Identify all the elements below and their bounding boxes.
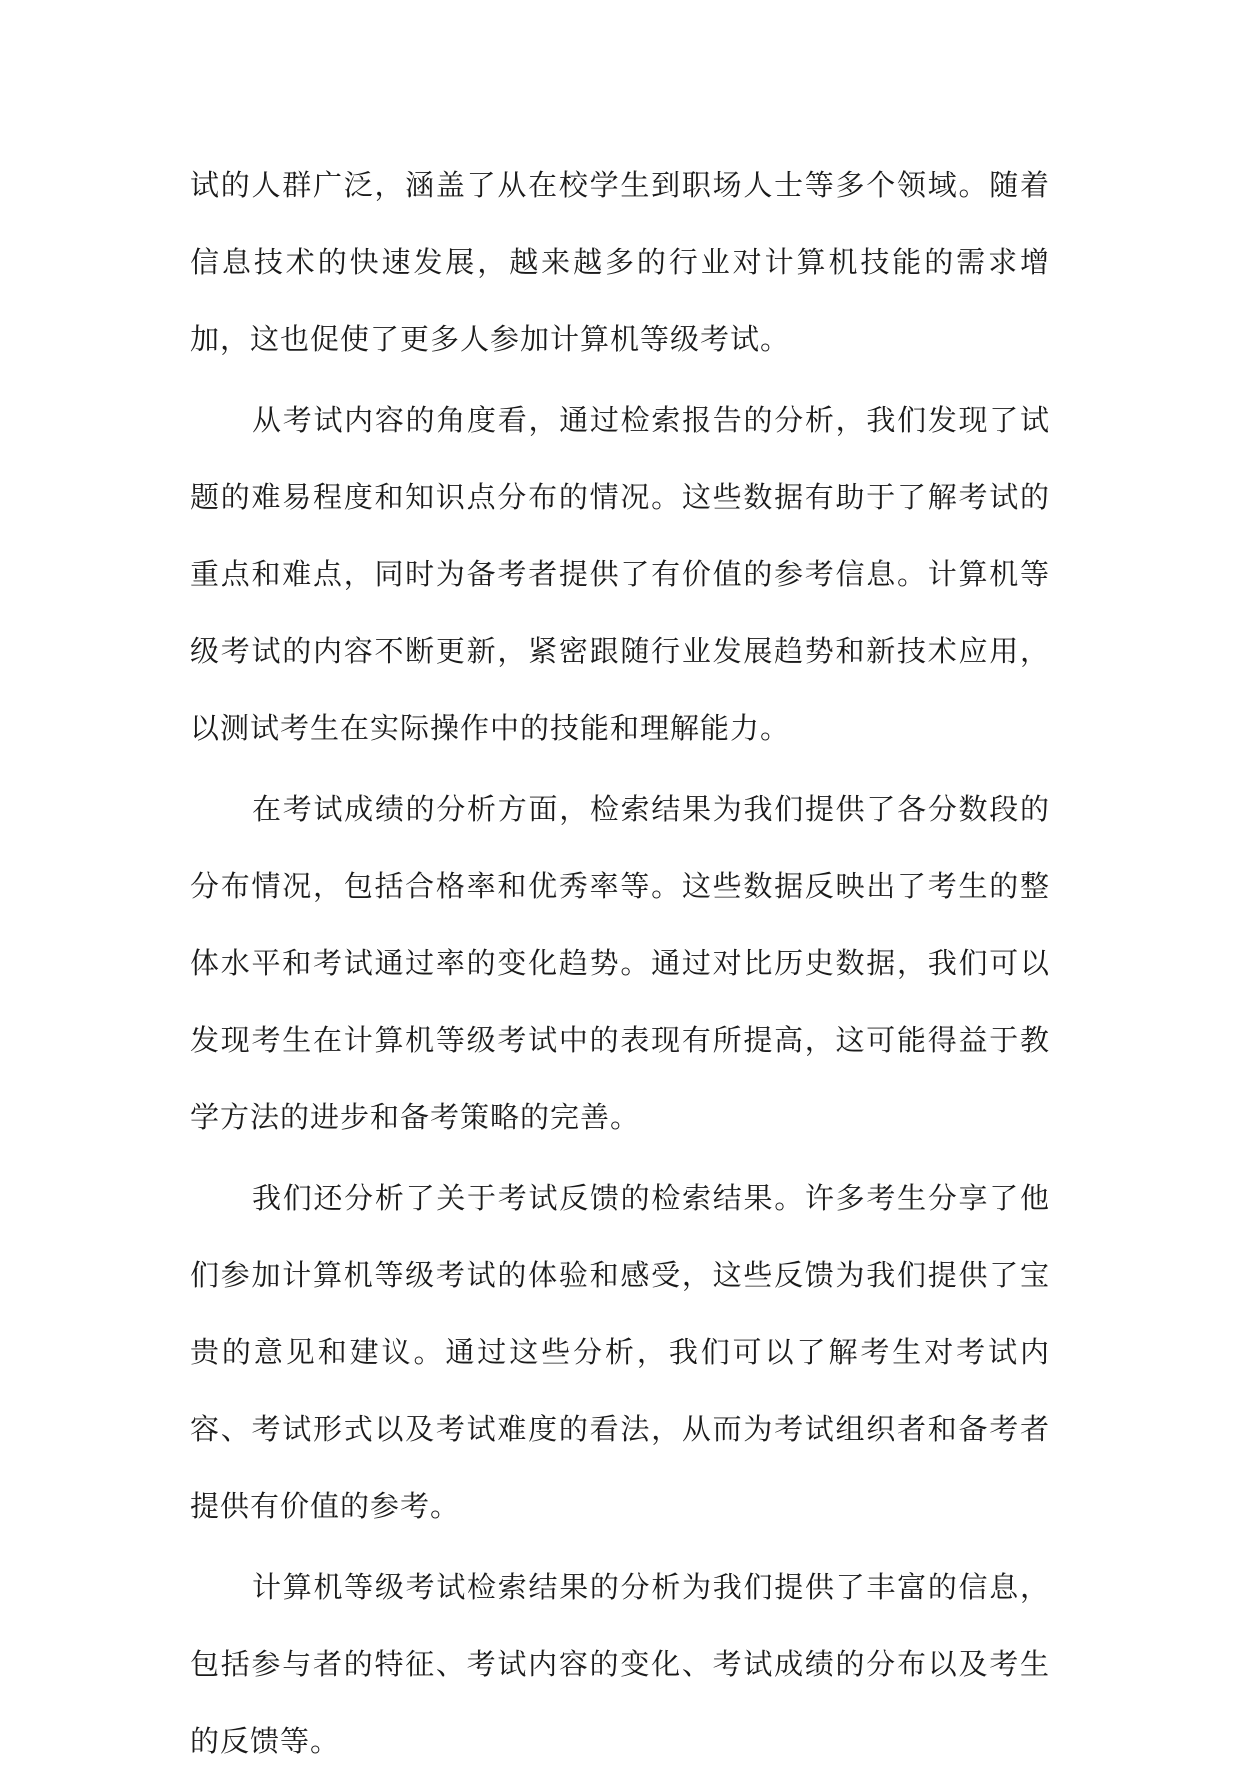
- paragraph-exam-scores: 在考试成绩的分析方面，检索结果为我们提供了各分数段的分布情况，包括合格率和优秀率等。这些数据反映出了考生的整体水平和考试通过率的变化趋势。通过对比历史数据，我们可以发现考生在计算机等级考试中的表现有所提高，这可能得益于教学方法的进步和备考策略的完善。: [190, 792, 1050, 1134]
- paragraph-continuation: 试的人群广泛，涵盖了从在校学生到职场人士等多个领域。随着信息技术的快速发展，越来越多的行业对计算机技能的需求增加，这也促使了更多人参加计算机等级考试。: [190, 168, 1050, 356]
- document-body: [190, 147, 1050, 1780]
- paragraph-exam-feedback: 我们还分析了关于考试反馈的检索结果。许多考生分享了他们参加计算机等级考试的体验和感受，这些反馈为我们提供了宝贵的意见和建议。通过这些分析，我们可以了解考生对考试内容、考试形式以及考试难度的看法，从而为考试组织者和备考者提供有价值的参考。: [190, 1181, 1050, 1523]
- paragraph-exam-content: 从考试内容的角度看，通过检索报告的分析，我们发现了试题的难易程度和知识点分布的情况。这些数据有助于了解考试的重点和难点，同时为备考者提供了有价值的参考信息。计算机等级考试的内容不断更新，紧密跟随行业发展趋势和新技术应用，以测试考生在实际操作中的技能和理解能力。: [190, 403, 1050, 745]
- paragraph-summary: 计算机等级考试检索结果的分析为我们提供了丰富的信息，包括参与者的特征、考试内容的变化、考试成绩的分布以及考生的反馈等。: [190, 1570, 1050, 1758]
